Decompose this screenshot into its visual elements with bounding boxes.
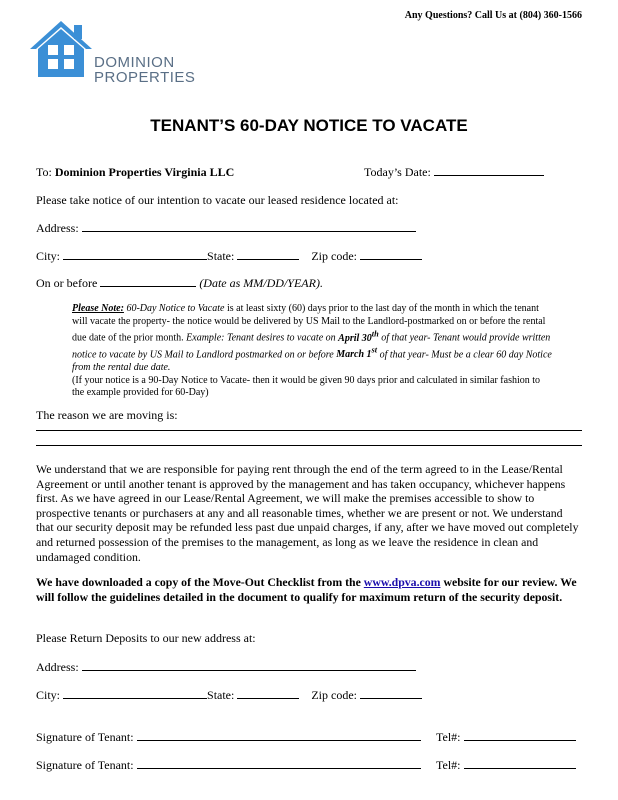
- website-link[interactable]: www.dpva.com: [363, 575, 441, 589]
- to-value: Dominion Properties Virginia LLC: [54, 165, 235, 179]
- to-row: [36, 165, 234, 180]
- note-ninety-day: (If your notice is a 90-Day Notice to Vacate- then it would be given 90 days prior and calculated in similar fashion to the example provided for 60-Day): [72, 374, 541, 399]
- checklist-text-b: website for our review. We will follow the guidelines detailed in the document to qualify for maximum return of the security deposit.: [36, 575, 577, 604]
- house-icon: [26, 15, 96, 95]
- new-zip-label: Zip code:: [311, 688, 357, 702]
- note-march-suffix: st: [371, 346, 378, 356]
- vacate-date-row: [36, 276, 323, 291]
- page-title: TENANT’S 60-DAY NOTICE TO VACATE: [150, 116, 468, 135]
- tel-label-2: Tel#:: [436, 758, 461, 772]
- address-label: Address:: [36, 221, 79, 235]
- note-april-suffix: th: [371, 329, 379, 339]
- note-body: is at least sixty (60) days prior to the last day of the month in which the tenant will vacate the property- the notice would be delivered by US Mail to the Landlord-postmarked on or before the rental due date of the prior month.: [72, 303, 546, 344]
- new-city-field[interactable]: [63, 688, 207, 699]
- signature-row-1: [36, 730, 421, 745]
- todays-date-label: Today’s Date:: [364, 165, 431, 179]
- zip-field[interactable]: [360, 249, 422, 260]
- signature-label-2: Signature of Tenant:: [36, 758, 134, 772]
- new-address-row: [36, 660, 416, 675]
- checklist-text-a: We have downloaded a copy of the Move-Out Checklist from the: [36, 575, 361, 589]
- tel-field-1[interactable]: [464, 730, 576, 741]
- address-field[interactable]: [82, 221, 416, 232]
- state-field[interactable]: [237, 249, 299, 260]
- return-deposit-label: Please Return Deposits to our new address at:: [36, 631, 256, 645]
- state-label: State:: [207, 249, 235, 263]
- company-logo: [26, 15, 196, 97]
- please-note-block: [72, 303, 552, 400]
- tel-row-1: [436, 730, 576, 745]
- signature-label-1: Signature of Tenant:: [36, 730, 134, 744]
- new-address-field[interactable]: [82, 660, 416, 671]
- checklist-paragraph: [36, 575, 582, 604]
- responsibility-paragraph: We understand that we are responsible for paying rent through the end of the term agreed to in the Lease/Rental Agreement or until another tenant is approved by the management and has taken occupancy, whichever happens first. As we have agreed in our Lease/Rental Agreement, we will make the premises accessible to show to prospective tenants or purchasers at any and all reasonable times, whether we are present or not. We understand that our security deposit may be refunded less past due unpaid charges, if any, after we have moved out completely and returned possession of the premises to the management, as long as we leave the residence in clean and undamaged condition.: [36, 462, 579, 564]
- signature-row-2: [36, 758, 421, 773]
- note-example-end: of that year- Must be a clear 60 day Notice from the rental due date.: [72, 349, 552, 374]
- new-city-label: City:: [36, 688, 61, 702]
- zip-label: Zip code:: [311, 249, 357, 263]
- reason-label: The reason we are moving is:: [36, 408, 178, 422]
- note-april-date: April 30: [338, 332, 372, 344]
- signature-field-1[interactable]: [137, 730, 421, 741]
- vacate-date-field[interactable]: [100, 276, 196, 287]
- new-state-label: State:: [207, 688, 235, 702]
- city-field[interactable]: [63, 249, 207, 260]
- todays-date-field[interactable]: [434, 165, 544, 176]
- to-label: To:: [36, 165, 52, 179]
- new-address-label: Address:: [36, 660, 79, 674]
- new-city-row: [36, 688, 422, 703]
- logo-line-2: PROPERTIES: [94, 69, 196, 86]
- note-example-cont: of that year- Tenant would provide written notice to vacate by US Mail to Landlord postmarked on or before: [72, 332, 551, 361]
- city-label: City:: [36, 249, 61, 263]
- phone-contact: Any Questions? Call Us at (804) 360-1566: [404, 10, 582, 21]
- city-row: [36, 249, 422, 264]
- please-note-label: Please Note:: [72, 303, 124, 314]
- address-row: [36, 221, 416, 236]
- note-notice-name: 60-Day Notice to Vacate: [126, 303, 225, 314]
- logo-line-1: DOMINION: [94, 54, 175, 71]
- tel-field-2[interactable]: [464, 758, 576, 769]
- new-zip-field[interactable]: [360, 688, 422, 699]
- tel-label-1: Tel#:: [436, 730, 461, 744]
- logo-text: [94, 55, 195, 85]
- note-march-date: March 1: [336, 349, 372, 361]
- note-example: Example: Tenant desires to vacate on: [186, 332, 336, 344]
- todays-date-row: [364, 165, 544, 180]
- on-before-label: On or before: [36, 276, 98, 290]
- new-state-field[interactable]: [237, 688, 299, 699]
- intro-text: Please take notice of our intention to vacate our leased residence located at:: [36, 193, 399, 207]
- reason-line-2[interactable]: [36, 445, 582, 446]
- tel-row-2: [436, 758, 576, 773]
- reason-line-1[interactable]: [36, 430, 582, 431]
- date-format-hint: (Date as MM/DD/YEAR).: [199, 276, 323, 290]
- signature-field-2[interactable]: [137, 758, 421, 769]
